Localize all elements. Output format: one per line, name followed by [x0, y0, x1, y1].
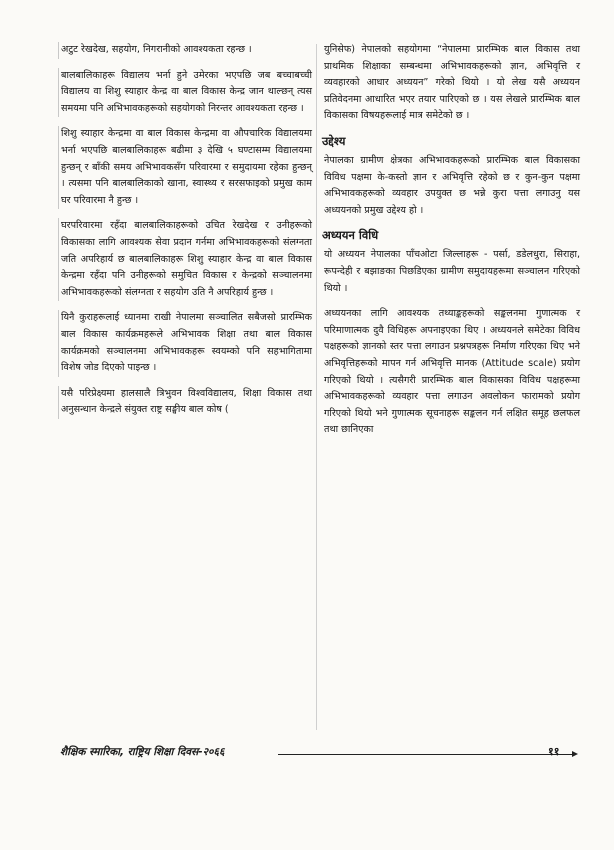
page-number: ११ [548, 745, 560, 758]
footer-rule [278, 754, 574, 755]
paragraph: यिनै कुराहरूलाई ध्यानमा राखी नेपालमा सञ्चालित सबैजसो प्रारम्भिक बाल विकास कार्यक्रमहरूले अभिभावक शिक्षा तथा बाल विकास कार्यक्रमको सञ्चालनमा अभिभावकहरू स्वयम्को पनि सहभागितामा विशेष जोड दिएको पाइन्छ । [58, 310, 312, 376]
paragraph: नेपालका ग्रामीण क्षेत्रका अभिभावकहरूको प्रारम्भिक बाल विकासका विविध पक्षमा के-कस्तो ज्ञान र अभिवृत्ति रहेको छ र कुन-कुन पक्षमा अभिभावकहरूको व्यवहार उपयुक्त छ भन्ने कुरा पत्ता लगाउनु यस अध्ययनको प्रमुख उद्देश्य हो । [324, 154, 580, 216]
arrow-icon [572, 751, 578, 757]
paragraph: यो अध्ययन नेपालका पाँचओटा जिल्लाहरू - पर्सा, डडेलधुरा, सिराहा, रूपन्देही र बझाङका पिछडिएका ग्रामीण समुदायहरूमा सञ्चालन गरिएको थियो । [324, 249, 580, 294]
column-divider [316, 44, 317, 730]
paragraph: शिशु स्याहार केन्द्रमा वा बाल विकास केन्द्रमा वा औपचारिक विद्यालयमा भर्ना भएपछि बालबालिकाहरू बढीमा ३ देखि ५ घण्टासम्म विद्यालयमा हुन्छन् र बाँकी समय अभिभावकसँग परिवारमा र समुदायमा रहेका हुन्छन् । त्यसमा पनि बालबालिकाको खाना, स्वास्थ्य र सरसफाइको प्रमुख काम घर परिवारमा नै हुन्छ । [58, 126, 312, 209]
paragraph: बालबालिकाहरू विद्यालय भर्ना हुने उमेरका भएपछि जब बच्चाबच्ची विद्यालय वा शिशु स्याहार केन्द्र वा बाल विकास केन्द्र जान थाल्छन् त्यस समयमा पनि अभिभावकहरूको सहयोगको निरन्तर आवश्यकता रहन्छ । [58, 68, 312, 118]
left-column [58, 42, 312, 428]
paragraph: युनिसेफ) नेपालको सहयोगमा “नेपालमा प्रारम्भिक बाल विकास तथा प्राथमिक शिक्षाका सम्बन्धमा अभिभावकहरूको ज्ञान, अभिवृत्ति र व्यवहारको आधार अध्ययन” गरेको थियो । यो लेख यसै अध्ययन प्रतिवेदनमा आधारित भएर तयार पारिएको छ । यस लेखले प्रारम्भिक बाल विकासका विषयहरूलाई मात्र समेटेको छ । [324, 44, 580, 122]
paragraph: यसै परिप्रेक्ष्यमा हालसालै त्रिभुवन विश्वविद्यालय, शिक्षा विकास तथा अनुसन्धान केन्द्रले संयुक्त राष्ट्र सङ्घीय बाल कोष ( [58, 386, 312, 419]
section-heading-objective: उद्देश्य [322, 133, 346, 148]
paragraph: अटुट रेखदेख, सहयोग, निगरानीको आवश्यकता रहन्छ । [58, 42, 312, 59]
paragraph: घरपरिवारमा रहँदा बालबालिकाहरूको उचित रेखदेख र उनीहरूको विकासका लागि आवश्यक सेवा प्रदान गर्नमा अभिभावकहरूको संलग्नता जति अपरिहार्य छ बालबालिकाहरू शिशु स्याहार केन्द्र वा बाल विकास केन्द्रमा रहँदा पनि उनीहरूको समुचित विकास र केन्द्रको सञ्चालनमा अभिभावकहरूको संलग्नता र सहयोग उति नै अपरिहार्य हुन्छ । [58, 218, 312, 301]
right-column [322, 42, 580, 448]
publication-title: शैक्षिक स्मारिका, राष्ट्रिय शिक्षा दिवस-२०६६ [60, 746, 225, 758]
page-footer [60, 745, 580, 765]
paragraph: अध्ययनका लागि आवश्यक तथ्याङ्कहरूको सङ्कलनमा गुणात्मक र परिमाणात्मक दुवै विधिहरू अपनाइएका थिए । अध्ययनले समेटेका विविध पक्षहरूको ज्ञानको स्तर पत्ता लगाउन प्रश्नपत्रहरू निर्माण गरिएका थिए भने अभिवृत्तिहरूको मापन गर्न अभिवृत्ति मानक (Attitude scale) प्रयोग गरिएको थियो । त्यसैगरी प्रारम्भिक बाल विकासका विविध पक्षहरूमा अभिभावकहरूको व्यवहार पत्ता लगाउन अवलोकन फारामको प्रयोग गरिएको थियो भने गुणात्मक सूचनाहरू सङ्कलन गर्न लक्षित समूह छलफल तथा छानिएका [324, 308, 580, 436]
section-heading-method: अध्ययन विधि [322, 228, 379, 243]
